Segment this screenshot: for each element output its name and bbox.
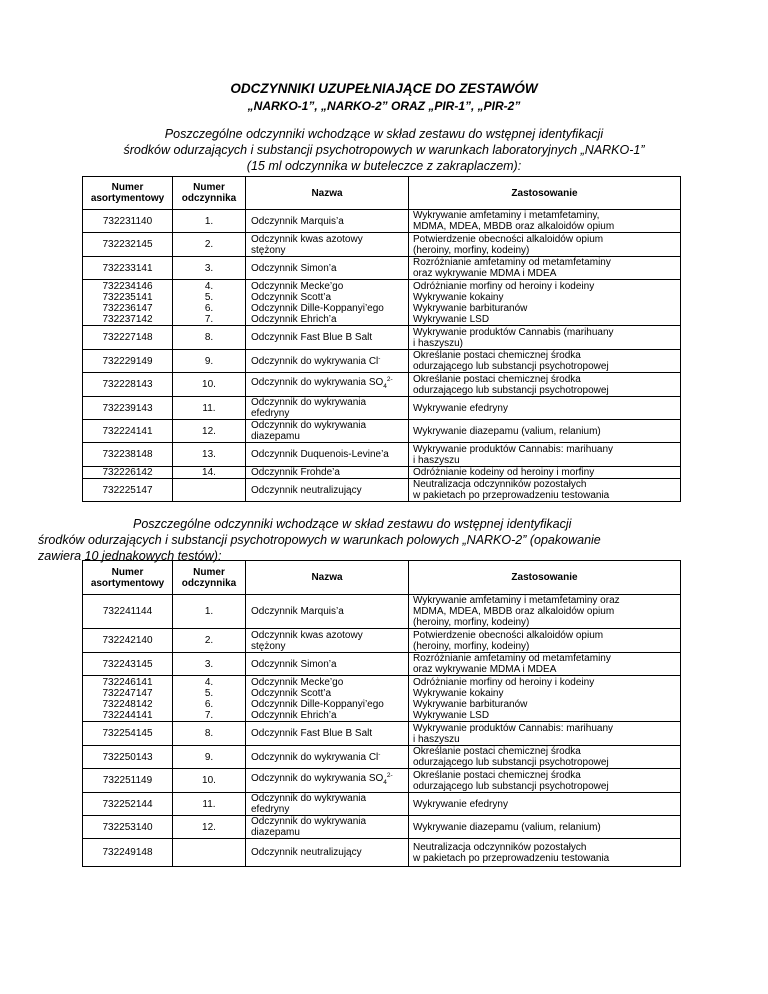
- table-row: [83, 467, 681, 479]
- table-cell: 732249148: [83, 839, 173, 867]
- section2-intro-line: zawiera 10 jednakowych testów):: [38, 549, 222, 563]
- cell-text: Odróżnianie morfiny od heroiny i kodeiny: [413, 676, 595, 688]
- table-cell: 14.: [173, 467, 246, 479]
- table-cell: Odczynnik Fast Blue B Salt: [246, 326, 409, 350]
- cell-text: (heroiny, morfiny, kodeiny): [413, 617, 530, 628]
- table-cell: 9.: [173, 746, 246, 769]
- table-cell: [246, 793, 409, 816]
- table-cell: [246, 280, 409, 326]
- cell-text: Wykrywanie kokainy: [413, 687, 504, 699]
- table-cell: Odróżnianie kodeiny od heroiny i morfiny: [409, 467, 681, 479]
- table-row: [83, 233, 681, 257]
- table-row: [83, 629, 681, 653]
- cell-text: Odczynnik Scott’a: [251, 291, 332, 303]
- table-cell: [409, 257, 681, 280]
- table-cell: [409, 653, 681, 676]
- table-cell: 732233141: [83, 257, 173, 280]
- col-header-odcz: [173, 177, 246, 210]
- col-header-zastosowanie: Zastosowanie: [409, 561, 681, 595]
- cell-text: oraz wykrywanie MDMA i MDEA: [413, 268, 557, 279]
- cell-text: Wykrywanie produktów Cannabis: marihuany: [413, 443, 613, 455]
- section2-intro: [38, 516, 738, 564]
- table-cell: 732241144: [83, 595, 173, 629]
- cell-text: (heroiny, morfiny, kodeiny): [413, 640, 530, 652]
- table-header-row: [83, 177, 681, 210]
- table-cell: [246, 816, 409, 839]
- cell-text: 7.: [204, 709, 214, 721]
- cell-text: Potwierdzenie obecności alkaloidów opium: [413, 629, 604, 641]
- cell-text: Rozróżnianie amfetaminy od metamfetaminy: [413, 257, 611, 268]
- section2-intro-line: Poszczególne odczynniki wchodzące w skład zestawu do wstępnej identyfikacji: [133, 517, 572, 531]
- table-row: [83, 653, 681, 676]
- table-cell: 732238148: [83, 443, 173, 467]
- table-cell: [409, 479, 681, 502]
- cell-text: Odczynnik Dille-Koppanyi’ego: [251, 302, 384, 314]
- col-header-nr: [83, 561, 173, 595]
- table-cell: 732225147: [83, 479, 173, 502]
- cell-text: Odczynnik do wykrywania: [251, 793, 367, 804]
- cell-text: 732244141: [102, 709, 153, 721]
- header-text: odczynnika: [181, 193, 237, 204]
- cell-text: Odróżnianie morfiny od heroiny i kodeiny: [413, 280, 595, 292]
- col-header-zastosowanie: Zastosowanie: [409, 177, 681, 210]
- table-cell: [409, 326, 681, 350]
- table-row-group: [83, 280, 681, 326]
- cell-text: Wykrywanie barbituranów: [413, 302, 528, 314]
- section1-intro-line: (15 ml odczynnika w buteleczce z zakraplaczem):: [246, 159, 522, 173]
- cell-text: Rozróżnianie amfetaminy od metamfetaminy: [413, 653, 611, 664]
- table-row: [83, 443, 681, 467]
- table-cell: [409, 373, 681, 397]
- table-cell: 732232145: [83, 233, 173, 257]
- cell-text: oraz wykrywanie MDMA i MDEA: [413, 664, 557, 675]
- table-cell: 8.: [173, 722, 246, 746]
- table-cell: [409, 595, 681, 629]
- table-cell: 8.: [173, 326, 246, 350]
- table-row: [83, 479, 681, 502]
- table-cell: 732250143: [83, 746, 173, 769]
- table-cell: 12.: [173, 420, 246, 443]
- table-cell: 732239143: [83, 397, 173, 420]
- cell-text: Odczynnik do wykrywania: [251, 397, 367, 408]
- section1-intro-line: środków odurzających i substancji psychotropowych w warunkach laboratoryjnych „NARKO-1”: [123, 143, 645, 157]
- cell-text: odurzającego lub substancji psychotropowej: [413, 757, 609, 768]
- table-row: [83, 595, 681, 629]
- table-cell: Odczynnik Marquis’a: [246, 595, 409, 629]
- cell-text: 732235141: [102, 291, 153, 303]
- table-cell: [409, 629, 681, 653]
- table-row: [83, 769, 681, 793]
- page-title: ODCZYNNIKI UZUPEŁNIAJĄCE DO ZESTAWÓW: [230, 81, 538, 96]
- table-cell: 3.: [173, 257, 246, 280]
- cell-text: Wykrywanie produktów Cannabis (marihuany: [413, 326, 614, 338]
- table-cell: 11.: [173, 397, 246, 420]
- table-cell: [409, 280, 681, 326]
- table-row: [83, 210, 681, 233]
- table-cell: Odczynnik neutralizujący: [246, 839, 409, 867]
- cell-text: Odczynnik do wykrywania Cl: [251, 751, 379, 763]
- table-row: [83, 257, 681, 280]
- table-cell: [246, 629, 409, 653]
- col-header-nr: [83, 177, 173, 210]
- cell-text: i haszyszu: [413, 733, 460, 745]
- cell-text: 4.: [204, 676, 214, 688]
- header-text: Numer: [111, 182, 144, 193]
- table-cell: 11.: [173, 793, 246, 816]
- table-cell: Odczynnik Simon’a: [246, 653, 409, 676]
- cell-text: -: [378, 354, 381, 362]
- table-cell: [246, 676, 409, 722]
- table-cell: [246, 420, 409, 443]
- cell-text: Odczynnik do wykrywania SO: [251, 773, 384, 784]
- table-cell: [83, 280, 173, 326]
- cell-text: odurzającego lub substancji psychotropowej: [413, 384, 609, 396]
- cell-text: Wykrywanie LSD: [413, 313, 490, 325]
- table-cell: [173, 839, 246, 867]
- section1-intro-line: Poszczególne odczynniki wchodzące w skład zestawu do wstępnej identyfikacji: [164, 127, 604, 141]
- cell-text: 4: [383, 779, 387, 786]
- section1-intro: [60, 126, 708, 174]
- table-cell: Wykrywanie diazepamu (valium, relanium): [409, 816, 681, 839]
- table-cell: 1.: [173, 595, 246, 629]
- table-cell: Odczynnik Marquis’a: [246, 210, 409, 233]
- cell-text: Określanie postaci chemicznej środka: [413, 746, 581, 757]
- cell-text: Potwierdzenie obecności alkaloidów opium: [413, 233, 604, 245]
- table-cell: [246, 397, 409, 420]
- table-cell: [409, 350, 681, 373]
- table-row: [83, 350, 681, 373]
- cell-text: odurzającego lub substancji psychotropowej: [413, 361, 609, 372]
- cell-text: Określanie postaci chemicznej środka: [413, 769, 581, 781]
- cell-text: i haszyszu: [413, 454, 460, 466]
- table-row: [83, 722, 681, 746]
- cell-text: efedryny: [251, 408, 290, 419]
- table-row: [83, 397, 681, 420]
- table-cell: Odczynnik Frohde’a: [246, 467, 409, 479]
- cell-text: (heroiny, morfiny, kodeiny): [413, 244, 530, 256]
- table-cell: 732231140: [83, 210, 173, 233]
- table-cell: [246, 233, 409, 257]
- table-cell: [246, 373, 409, 397]
- table-cell: 732227148: [83, 326, 173, 350]
- col-header-odcz: [173, 561, 246, 595]
- header-text: asortymentowy: [90, 577, 165, 589]
- table-cell: 2.: [173, 629, 246, 653]
- cell-text: Odczynnik kwas azotowy: [251, 233, 363, 245]
- table-cell: Wykrywanie efedryny: [409, 793, 681, 816]
- table-cell: [409, 839, 681, 867]
- table-cell: 732229149: [83, 350, 173, 373]
- cell-text: w pakietach po przeprowadzeniu testowania: [413, 490, 610, 501]
- cell-text: 732247147: [102, 687, 153, 699]
- table-cell: 10.: [173, 769, 246, 793]
- section2-intro-line: środków odurzających i substancji psychotropowych w warunkach polowych „NARKO-2” (opakowanie: [38, 533, 601, 547]
- header-text: odczynnika: [181, 577, 237, 589]
- table-row: [83, 373, 681, 397]
- table-cell: [246, 350, 409, 373]
- table-cell: Wykrywanie efedryny: [409, 397, 681, 420]
- table-cell: [409, 722, 681, 746]
- page-subtitle: „NARKO-1”, „NARKO-2” ORAZ „PIR-1”, „PIR-2”: [247, 99, 521, 113]
- cell-text: diazepamu: [251, 431, 300, 442]
- cell-text: 2-: [386, 376, 393, 383]
- cell-text: Odczynnik Ehrich’a: [251, 709, 337, 721]
- cell-text: Odczynnik Scott’a: [251, 687, 332, 699]
- table-row: [83, 793, 681, 816]
- table-cell: [173, 479, 246, 502]
- cell-text: Określanie postaci chemicznej środka: [413, 350, 581, 361]
- header-text: Numer: [193, 182, 225, 193]
- cell-text: 732236147: [102, 302, 153, 314]
- cell-text: Odczynnik do wykrywania SO: [251, 377, 384, 388]
- cell-text: MDMA, MDEA, MBDB oraz alkaloidów opium: [413, 606, 615, 617]
- cell-text: odurzającego lub substancji psychotropowej: [413, 780, 609, 792]
- table-cell: 732252144: [83, 793, 173, 816]
- table-cell: [409, 676, 681, 722]
- table-cell: 732251149: [83, 769, 173, 793]
- cell-text: Wykrywanie LSD: [413, 709, 490, 721]
- table-row: [83, 816, 681, 839]
- cell-text: Neutralizacja odczynników pozostałych: [413, 841, 587, 853]
- cell-text: Określanie postaci chemicznej środka: [413, 373, 581, 385]
- col-header-nazwa: Nazwa: [246, 561, 409, 595]
- table-cell: Odczynnik Duquenois-Levine’a: [246, 443, 409, 467]
- cell-text: 4.: [204, 280, 214, 292]
- cell-text: Odczynnik do wykrywania: [251, 420, 367, 431]
- narko2-table: [82, 560, 681, 867]
- table-cell: [409, 443, 681, 467]
- table-cell: [409, 746, 681, 769]
- cell-text: Odczynnik do wykrywania: [251, 816, 367, 827]
- table-header-row: [83, 561, 681, 595]
- cell-text: Neutralizacja odczynników pozostałych: [413, 479, 587, 490]
- cell-text: Odczynnik Ehrich’a: [251, 313, 337, 325]
- cell-text: 732234146: [102, 280, 153, 292]
- narko1-table: [82, 176, 681, 502]
- cell-text: Wykrywanie amfetaminy i metamfetaminy,: [413, 210, 600, 221]
- cell-text: Wykrywanie barbituranów: [413, 698, 528, 710]
- table-cell: 12.: [173, 816, 246, 839]
- cell-text: stężony: [251, 244, 286, 256]
- cell-text: Wykrywanie amfetaminy i metamfetaminy oraz: [413, 595, 620, 606]
- cell-text: 5.: [204, 291, 214, 303]
- header-text: Numer: [111, 566, 144, 578]
- table-cell: 10.: [173, 373, 246, 397]
- cell-text: Wykrywanie kokainy: [413, 291, 504, 303]
- cell-text: w pakietach po przeprowadzeniu testowania: [413, 852, 610, 864]
- header-text: Numer: [193, 566, 225, 578]
- table-cell: Odczynnik neutralizujący: [246, 479, 409, 502]
- table-cell: Odczynnik Fast Blue B Salt: [246, 722, 409, 746]
- table-cell: 2.: [173, 233, 246, 257]
- cell-text: 6.: [204, 302, 214, 314]
- table-cell: 732254145: [83, 722, 173, 746]
- table-cell: [83, 676, 173, 722]
- table-row-group: [83, 676, 681, 722]
- cell-text: 732248142: [102, 698, 153, 710]
- table-row: [83, 839, 681, 867]
- table-cell: [409, 210, 681, 233]
- table-row: [83, 326, 681, 350]
- cell-text: MDMA, MDEA, MBDB oraz alkaloidów opium: [413, 221, 615, 232]
- cell-text: stężony: [251, 640, 286, 652]
- table-cell: 732224141: [83, 420, 173, 443]
- table-cell: [173, 280, 246, 326]
- cell-text: 2-: [386, 772, 393, 779]
- header-text: asortymentowy: [90, 193, 165, 204]
- table-cell: 9.: [173, 350, 246, 373]
- table-cell: 3.: [173, 653, 246, 676]
- table-cell: Odczynnik Simon’a: [246, 257, 409, 280]
- table-row: [83, 746, 681, 769]
- cell-text: Odczynnik Mecke’go: [251, 280, 344, 292]
- table-cell: 732243145: [83, 653, 173, 676]
- cell-text: 732246141: [102, 676, 153, 688]
- cell-text: 6.: [204, 698, 214, 710]
- table-cell: [173, 676, 246, 722]
- table-cell: Wykrywanie diazepamu (valium, relanium): [409, 420, 681, 443]
- table-cell: [409, 233, 681, 257]
- cell-text: 732237142: [102, 313, 153, 325]
- cell-text: 4: [383, 383, 387, 390]
- cell-text: Odczynnik kwas azotowy: [251, 629, 363, 641]
- table-cell: 732253140: [83, 816, 173, 839]
- table-cell: 13.: [173, 443, 246, 467]
- cell-text: Odczynnik Dille-Koppanyi’ego: [251, 698, 384, 710]
- cell-text: efedryny: [251, 804, 290, 815]
- cell-text: -: [378, 750, 381, 758]
- table-cell: [409, 769, 681, 793]
- table-cell: [246, 746, 409, 769]
- col-header-nazwa: Nazwa: [246, 177, 409, 210]
- cell-text: Wykrywanie produktów Cannabis: marihuany: [413, 722, 613, 734]
- table-cell: 1.: [173, 210, 246, 233]
- cell-text: Odczynnik Mecke’go: [251, 676, 344, 688]
- table-cell: [246, 769, 409, 793]
- table-cell: 732228143: [83, 373, 173, 397]
- cell-text: i haszyszu): [413, 337, 464, 349]
- table-row: [83, 420, 681, 443]
- table-cell: 732226142: [83, 467, 173, 479]
- cell-text: Odczynnik do wykrywania Cl: [251, 355, 379, 367]
- cell-text: 5.: [204, 687, 214, 699]
- cell-text: 7.: [204, 313, 214, 325]
- table-cell: 732242140: [83, 629, 173, 653]
- cell-text: diazepamu: [251, 827, 300, 838]
